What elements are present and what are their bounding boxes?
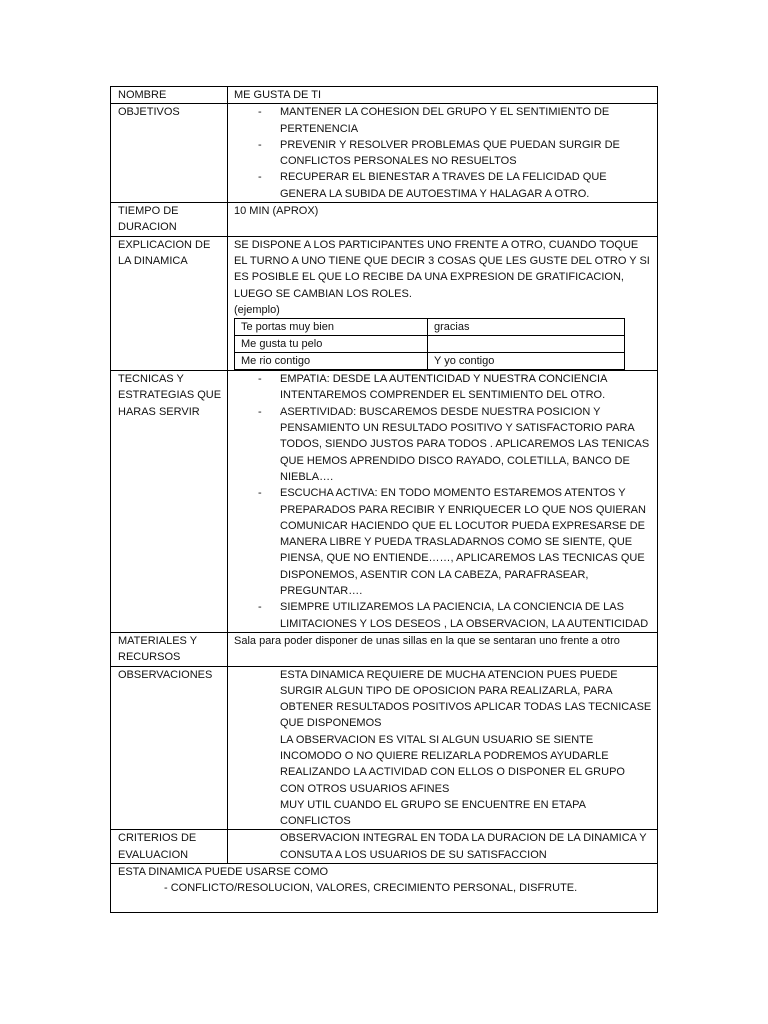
objetivos-list	[234, 104, 652, 202]
objetivos-value	[228, 104, 658, 203]
tecnicas-list	[234, 371, 652, 632]
nombre-label: NOMBRE	[111, 87, 228, 104]
row-tiempo	[111, 203, 658, 237]
criterios-label: CRITERIOS DE EVALUACION	[111, 830, 228, 864]
objetivos-label: OBJETIVOS	[111, 104, 228, 203]
row-tecnicas	[111, 371, 658, 633]
tiempo-label: TIEMPO DE DURACION	[111, 203, 228, 237]
explicacion-value	[228, 236, 658, 370]
criterios-text: OBSERVACION INTEGRAL EN TODA LA DURACION DE LA DINAMICA Y CONSUTA A LOS USUARIOS DE SU SATISFACCION	[280, 832, 647, 861]
tiempo-value: 10 MIN (APROX)	[228, 203, 658, 237]
explicacion-text: SE DISPONE A LOS PARTICIPANTES UNO FRENTE A OTRO, CUANDO TOQUE EL TURNO A UNO TIENE QUE DECIR 3 COSAS QUE LES GUSTE DEL OTRO Y SI ES POSIBLE EL QUE LO RECIBE DA UNA EXPRESION DE GRATIFICACION, LUEGO SE CAMBIAN LOS ROLES.	[234, 238, 650, 300]
tecnicas-label: TECNICAS Y ESTRATEGIAS QUE HARAS SERVIR	[111, 371, 228, 633]
example-cell: Te portas muy bien	[235, 319, 428, 336]
explicacion-label: EXPLICACION DE LA DINAMICA	[111, 236, 228, 370]
observaciones-paragraph: ESTA DINAMICA REQUIERE DE MUCHA ATENCION PUES PUEDE SURGIR ALGUN TIPO DE OPOSICION PARA REALIZARLA, PARA OBTENER RESULTADOS POSITIVOS APLICAR TODAS LAS TECNICASE QUE DISPONEMOS	[280, 668, 652, 730]
nombre-value: ME GUSTA DE TI	[228, 87, 658, 104]
row-materiales	[111, 632, 658, 666]
observaciones-paragraph: MUY UTIL CUANDO EL GRUPO SE ENCUENTRE EN ETAPA CONFLICTOS	[280, 798, 586, 828]
row-nombre	[111, 87, 658, 104]
example-cell	[428, 336, 625, 353]
footer-item: - CONFLICTO/RESOLUCION, VALORES, CRECIMIENTO PERSONAL, DISFRUTE.	[164, 882, 578, 895]
list-item: - SIEMPRE UTILIZAREMOS LA PACIENCIA, LA CONCIENCIA DE LAS LIMITACIONES Y LOS DESEOS , LA OBSERVACION, LA AUTENTICIDAD	[280, 599, 652, 632]
example-table	[234, 318, 625, 370]
footer-intro: ESTA DINAMICA PUEDE USARSE COMO	[118, 866, 329, 879]
materiales-value: Sala para poder disponer de unas sillas en la que se sentaran uno frente a otro	[228, 632, 658, 666]
criterios-value	[228, 830, 658, 864]
row-objetivos	[111, 104, 658, 203]
observaciones-label: OBSERVACIONES	[111, 666, 228, 830]
list-item: - MANTENER LA COHESION DEL GRUPO Y EL SENTIMIENTO DE PERTENENCIA	[280, 104, 652, 137]
row-footer	[111, 864, 658, 913]
list-item: - PREVENIR Y RESOLVER PROBLEMAS QUE PUEDAN SURGIR DE CONFLICTOS PERSONALES NO RESUELTOS	[280, 137, 652, 170]
tecnicas-value	[228, 371, 658, 633]
example-cell: Me gusta tu pelo	[235, 336, 428, 353]
list-item: - EMPATIA: DESDE LA AUTENTICIDAD Y NUESTRA CONCIENCIA INTENTAREMOS COMPRENDER EL SENTIMIENTO DEL OTRO.	[280, 371, 652, 404]
example-cell: Me rio contigo	[235, 353, 428, 370]
table-row	[235, 319, 625, 336]
list-item: - ESCUCHA ACTIVA: EN TODO MOMENTO ESTAREMOS ATENTOS Y PREPARADOS PARA RECIBIR Y ENRIQUECER LO QUE NOS QUIERAN COMUNICAR HACIENDO QUE EL LOCUTOR PUEDA EXPRESARSE DE MANERA LIBRE Y PUEDA TRASLADARNOS COMO SE SIENTE, QUE PIENSA, QUE NO ENTIENDE……, APLICAREMOS LAS TECNICAS QUE DISPONEMOS, ASENTIR CON LA CABEZA, PARAFRASEAR, PREGUNTAR….	[280, 485, 652, 599]
list-item: - ASERTIVIDAD: BUSCAREMOS DESDE NUESTRA POSICION Y PENSAMIENTO UN RESULTADO POSITIVO Y SATISFACTORIO PARA TODOS, SIENDO JUSTOS PARA TODOS . APLICAREMOS LAS TENICAS QUE HEMOS APRENDIDO DISCO RAYADO, COLETILLA, BANCO DE NIEBLA….	[280, 404, 652, 485]
row-explicacion	[111, 236, 658, 370]
example-label: (ejemplo)	[234, 303, 280, 316]
footer-cell	[111, 864, 658, 913]
observaciones-paragraph: LA OBSERVACION ES VITAL SI ALGUN USUARIO SE SIENTE INCOMODO O NO QUIERE RELIZARLA PODREMOS AYUDARLE REALIZANDO LA ACTIVIDAD CON ELLOS O DISPONER EL GRUPO CON OTROS USUARIOS AFINES	[280, 733, 625, 795]
list-item: - RECUPERAR EL BIENESTAR A TRAVES DE LA FELICIDAD QUE GENERA LA SUBIDA DE AUTOESTIMA Y HALAGAR A OTRO.	[280, 169, 652, 202]
table-row	[235, 353, 625, 370]
row-observaciones	[111, 666, 658, 830]
observaciones-value	[228, 666, 658, 830]
row-criterios	[111, 830, 658, 864]
materiales-label: MATERIALES Y RECURSOS	[111, 632, 228, 666]
example-cell: Y yo contigo	[428, 353, 625, 370]
table-row	[235, 336, 625, 353]
activity-sheet-table	[110, 86, 658, 913]
example-cell: gracias	[428, 319, 625, 336]
